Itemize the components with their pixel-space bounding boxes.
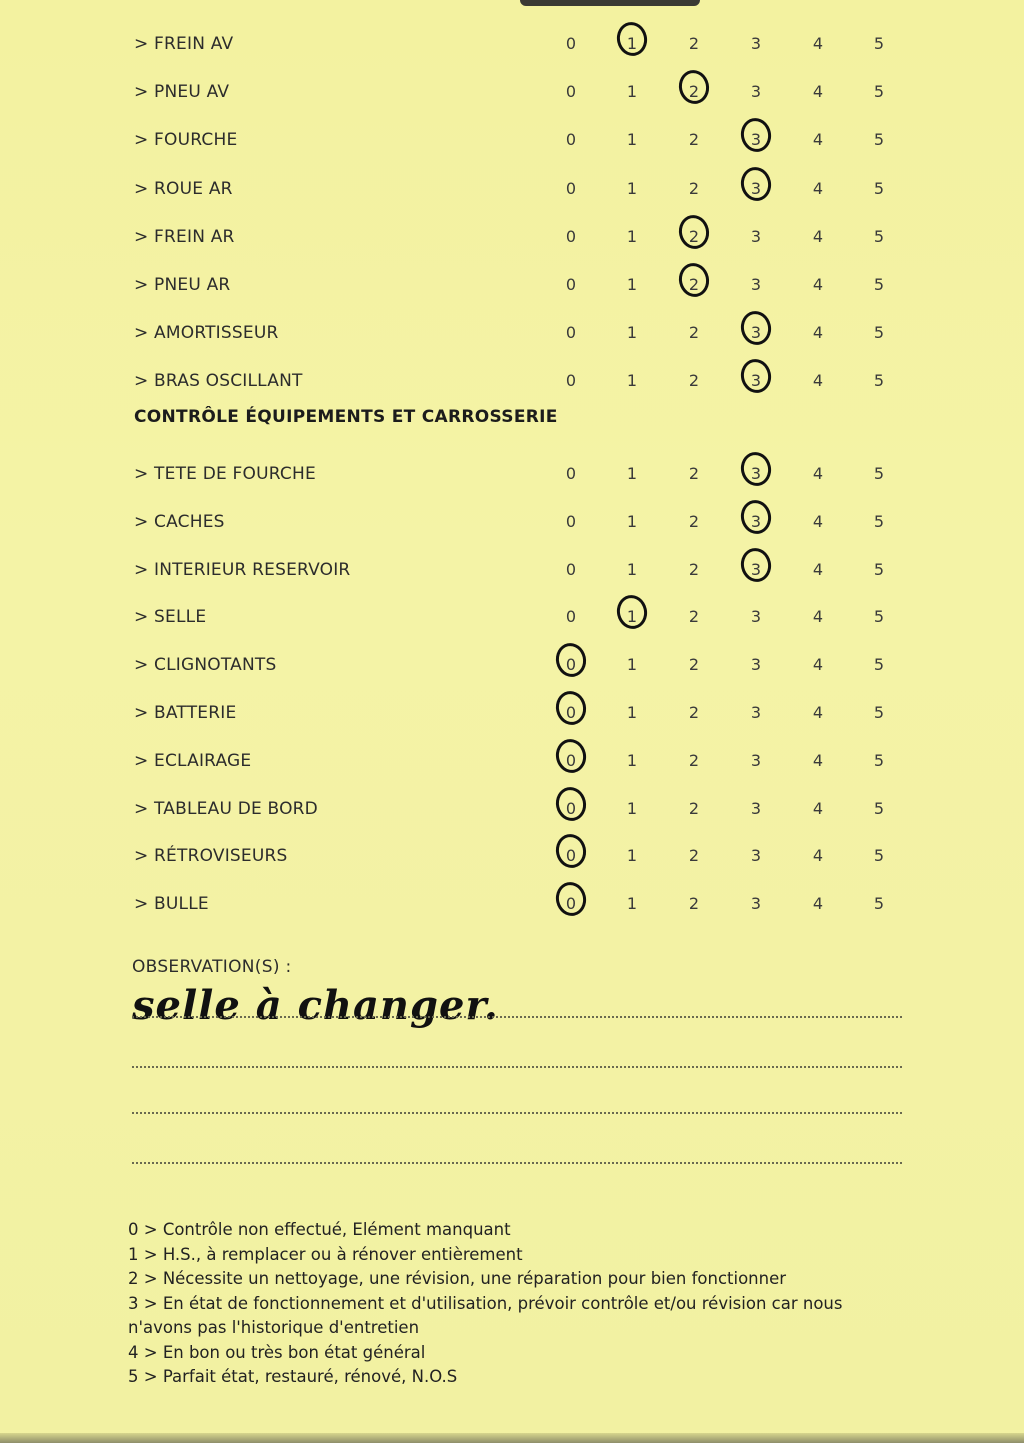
- rating-option[interactable]: 1: [626, 655, 638, 675]
- rating-option[interactable]: 3: [750, 798, 762, 818]
- rating-option[interactable]: 0: [565, 34, 577, 53]
- rating-row-label: > ECLAIRAGE: [134, 750, 252, 771]
- rating-option[interactable]: 4: [812, 559, 824, 579]
- rating-option[interactable]: 1: [626, 464, 638, 483]
- rating-option[interactable]: 2: [688, 703, 700, 722]
- rating-option[interactable]: 3: [750, 34, 762, 53]
- rating-option[interactable]: 1: [626, 323, 638, 343]
- rating-option[interactable]: 3: [750, 371, 762, 391]
- rating-row: [0, 836, 1024, 876]
- rating-option[interactable]: 3: [750, 750, 762, 770]
- rating-option[interactable]: 1: [626, 34, 638, 53]
- observation-line: [132, 1066, 902, 1068]
- rating-option[interactable]: 4: [812, 226, 824, 246]
- rating-row: [0, 313, 1024, 353]
- rating-option[interactable]: 0: [565, 559, 577, 579]
- rating-row-label: > BULLE: [134, 894, 209, 915]
- rating-option[interactable]: 1: [626, 178, 638, 198]
- rating-row: [0, 693, 1024, 733]
- rating-option[interactable]: 5: [873, 371, 885, 391]
- rating-option[interactable]: 4: [812, 464, 824, 483]
- paper-clip-shadow: [520, 0, 700, 6]
- rating-option[interactable]: 1: [626, 371, 638, 391]
- rating-row: [0, 789, 1024, 829]
- rating-option[interactable]: 0: [565, 894, 577, 914]
- rating-option[interactable]: 0: [565, 703, 577, 722]
- handwritten-observation: selle à changer.: [132, 982, 499, 1029]
- rating-option[interactable]: 2: [688, 275, 700, 294]
- rating-option[interactable]: 5: [873, 559, 885, 579]
- rating-option[interactable]: 4: [812, 703, 824, 722]
- rating-option[interactable]: 3: [750, 894, 762, 914]
- rating-option[interactable]: 4: [812, 34, 824, 53]
- rating-row-label: > TABLEAU DE BORD: [134, 798, 318, 819]
- rating-option[interactable]: 5: [873, 655, 885, 675]
- legend-line: 1 > H.S., à remplacer ou à rénover entièrement: [128, 1244, 523, 1264]
- rating-row: [0, 24, 1024, 64]
- rating-row-label: > INTERIEUR RESERVOIR: [134, 559, 351, 580]
- rating-row-label: > FREIN AV: [134, 34, 234, 54]
- rating-option[interactable]: 2: [688, 798, 700, 818]
- rating-option[interactable]: 4: [812, 750, 824, 770]
- rating-row: [0, 265, 1024, 305]
- rating-row-label: > PNEU AV: [134, 82, 230, 103]
- rating-option[interactable]: 5: [873, 846, 885, 866]
- rating-option[interactable]: 2: [688, 82, 700, 102]
- rating-option[interactable]: 1: [626, 846, 638, 866]
- rating-option[interactable]: 0: [565, 511, 577, 531]
- rating-option[interactable]: 4: [812, 846, 824, 866]
- rating-option[interactable]: 0: [565, 82, 577, 102]
- legend-line: 3 > En état de fonctionnement et d'utilisation, prévoir contrôle et/ou révision car nous: [128, 1293, 843, 1313]
- rating-option[interactable]: 1: [626, 511, 638, 531]
- legend-line: 5 > Parfait état, restauré, rénové, N.O.S: [128, 1367, 458, 1386]
- rating-row-label: > BATTERIE: [134, 703, 237, 723]
- rating-option[interactable]: 1: [626, 703, 638, 722]
- rating-option[interactable]: 0: [565, 130, 577, 150]
- rating-row: [0, 361, 1024, 401]
- rating-row-label: > RÉTROVISEURS: [134, 846, 288, 867]
- rating-option[interactable]: 3: [750, 846, 762, 866]
- rating-row: [0, 645, 1024, 685]
- rating-option[interactable]: 4: [812, 511, 824, 531]
- rating-row: [0, 741, 1024, 781]
- rating-option[interactable]: 2: [688, 130, 700, 150]
- rating-option[interactable]: 0: [565, 464, 577, 483]
- rating-option[interactable]: 1: [626, 894, 638, 914]
- rating-option[interactable]: 2: [688, 34, 700, 53]
- rating-option[interactable]: 5: [873, 607, 885, 627]
- rating-option[interactable]: 3: [750, 275, 762, 294]
- rating-legend: [128, 1218, 908, 1390]
- rating-option[interactable]: 5: [873, 511, 885, 531]
- rating-option[interactable]: 2: [688, 464, 700, 483]
- rating-row: [0, 454, 1024, 494]
- rating-option[interactable]: 4: [812, 275, 824, 294]
- rating-option[interactable]: 2: [688, 655, 700, 675]
- legend-line: 0 > Contrôle non effectué, Elément manquant: [128, 1220, 511, 1239]
- observations-label: OBSERVATION(S) :: [132, 957, 292, 977]
- paper-edge: [0, 1433, 1024, 1443]
- rating-option[interactable]: 2: [688, 178, 700, 198]
- rating-option[interactable]: 5: [873, 750, 885, 770]
- rating-option[interactable]: 4: [812, 323, 824, 343]
- rating-option[interactable]: 0: [565, 798, 577, 818]
- rating-option[interactable]: 3: [750, 130, 762, 150]
- rating-option[interactable]: 5: [873, 34, 885, 53]
- rating-option[interactable]: 1: [626, 559, 638, 579]
- rating-option[interactable]: 0: [565, 655, 577, 675]
- rating-row-label: > AMORTISSEUR: [134, 323, 279, 344]
- rating-option[interactable]: 4: [812, 371, 824, 391]
- rating-option[interactable]: 4: [812, 655, 824, 675]
- rating-option[interactable]: 0: [565, 226, 577, 246]
- rating-option[interactable]: 2: [688, 511, 700, 531]
- rating-option[interactable]: 3: [750, 607, 762, 627]
- rating-option[interactable]: 2: [688, 607, 700, 627]
- rating-option[interactable]: 3: [750, 703, 762, 722]
- rating-option[interactable]: 0: [565, 750, 577, 770]
- rating-row: [0, 217, 1024, 257]
- rating-option[interactable]: 0: [565, 607, 577, 627]
- rating-option[interactable]: 4: [812, 130, 824, 150]
- rating-option[interactable]: 5: [873, 464, 885, 483]
- rating-option[interactable]: 1: [626, 607, 638, 627]
- observation-line: [132, 1112, 902, 1114]
- rating-option[interactable]: 0: [565, 371, 577, 391]
- rating-row: [0, 502, 1024, 542]
- rating-option[interactable]: 0: [565, 178, 577, 198]
- rating-option[interactable]: 5: [873, 798, 885, 818]
- rating-option[interactable]: 2: [688, 371, 700, 391]
- rating-row: [0, 550, 1024, 590]
- observation-line: [132, 1016, 902, 1018]
- rating-option[interactable]: 4: [812, 178, 824, 198]
- rating-option[interactable]: 2: [688, 750, 700, 770]
- rating-option[interactable]: 4: [812, 894, 824, 914]
- rating-option[interactable]: 4: [812, 607, 824, 627]
- rating-row-label: > CACHES: [134, 511, 225, 532]
- rating-option[interactable]: 5: [873, 894, 885, 914]
- rating-option[interactable]: 0: [565, 323, 577, 343]
- rating-option[interactable]: 3: [750, 655, 762, 675]
- rating-row-label: > SELLE: [134, 607, 207, 628]
- rating-option[interactable]: 5: [873, 226, 885, 246]
- rating-option[interactable]: 0: [565, 846, 577, 866]
- rating-row-label: > TETE DE FOURCHE: [134, 464, 316, 484]
- rating-row-label: > FREIN AR: [134, 226, 235, 247]
- rating-option[interactable]: 3: [750, 464, 762, 483]
- rating-option[interactable]: 3: [750, 82, 762, 102]
- rating-option[interactable]: 5: [873, 323, 885, 343]
- rating-option[interactable]: 2: [688, 559, 700, 579]
- legend-line: n'avons pas l'historique d'entretien: [128, 1318, 420, 1337]
- rating-option[interactable]: 4: [812, 798, 824, 818]
- rating-option[interactable]: 1: [626, 130, 638, 150]
- rating-row-label: > FOURCHE: [134, 130, 238, 151]
- rating-row: [0, 72, 1024, 112]
- rating-option[interactable]: 1: [626, 82, 638, 102]
- rating-option[interactable]: 3: [750, 178, 762, 198]
- rating-option[interactable]: 2: [688, 894, 700, 914]
- rating-option[interactable]: 5: [873, 130, 885, 150]
- rating-option[interactable]: 5: [873, 703, 885, 722]
- rating-row-label: > ROUE AR: [134, 178, 233, 199]
- rating-option[interactable]: 5: [873, 82, 885, 102]
- rating-option[interactable]: 0: [565, 275, 577, 294]
- rating-option[interactable]: 3: [750, 226, 762, 246]
- rating-option[interactable]: 1: [626, 226, 638, 246]
- observation-line: [132, 1162, 902, 1164]
- rating-option[interactable]: 1: [626, 750, 638, 770]
- rating-row: [0, 597, 1024, 637]
- rating-option[interactable]: 2: [688, 226, 700, 246]
- rating-row-label: > BRAS OSCILLANT: [134, 371, 303, 392]
- rating-row-label: > PNEU AR: [134, 275, 231, 295]
- rating-option[interactable]: 3: [750, 559, 762, 579]
- rating-row-label: > CLIGNOTANTS: [134, 655, 277, 676]
- rating-option[interactable]: 5: [873, 275, 885, 294]
- rating-option[interactable]: 3: [750, 511, 762, 531]
- legend-line: 2 > Nécessite un nettoyage, une révision, une réparation pour bien fonctionner: [128, 1269, 787, 1288]
- rating-option[interactable]: 2: [688, 846, 700, 866]
- rating-row: [0, 884, 1024, 924]
- rating-option[interactable]: 5: [873, 178, 885, 198]
- rating-option[interactable]: 3: [750, 323, 762, 343]
- rating-option[interactable]: 1: [626, 275, 638, 294]
- section-title: CONTRÔLE ÉQUIPEMENTS ET CARROSSERIE: [134, 407, 558, 427]
- rating-option[interactable]: 1: [626, 798, 638, 818]
- rating-row: [0, 120, 1024, 160]
- rating-option[interactable]: 2: [688, 323, 700, 343]
- rating-row: [0, 169, 1024, 209]
- rating-option[interactable]: 4: [812, 82, 824, 102]
- legend-line: 4 > En bon ou très bon état général: [128, 1342, 426, 1362]
